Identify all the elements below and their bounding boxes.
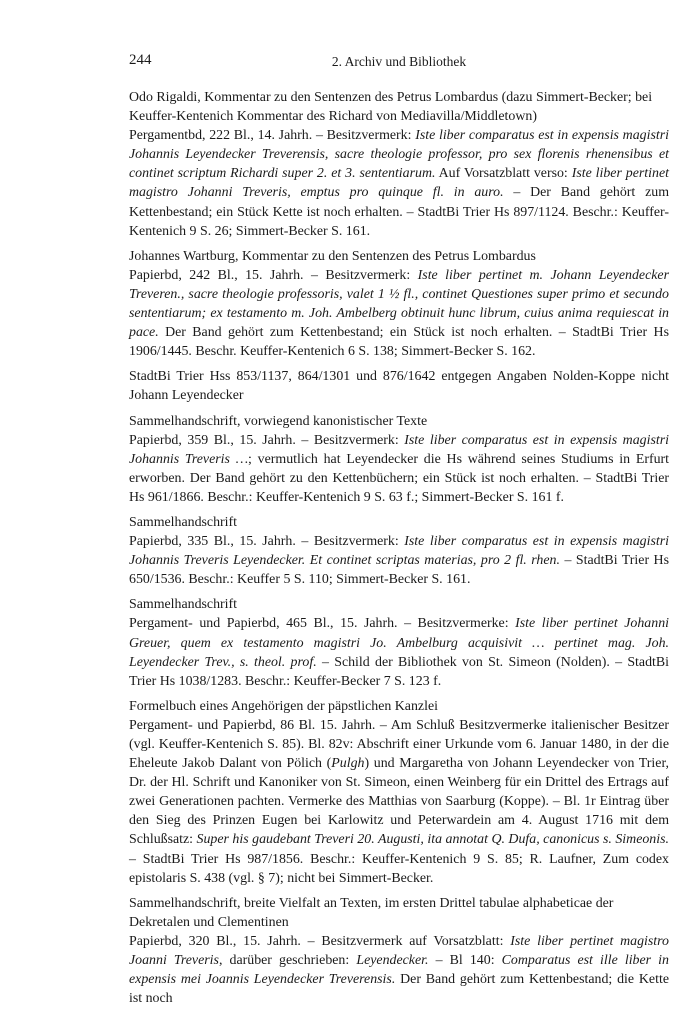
description-text: Papierbd, 242 Bl., 15. Jahrh. – Besitzvermerk: (129, 267, 418, 283)
latin-quotation: Iste liber comparatus est in expensis magistri Johannis Treveris Leyendecker. Et continet scriptas materias, pro 2 fl. rhen. (129, 534, 669, 569)
description-text: – StadtBi Trier Hs 650/1536. Beschr.: Keuffer 5 S. 110; Simmert-Becker S. 161. (129, 553, 669, 588)
entry-description (129, 266, 669, 361)
entry-title: Sammelhandschrift (129, 597, 238, 613)
description-text: – StadtBi Trier Hs 987/1856. Beschr.: Keuffer-Kentenich 9 S. 85; R. Laufner, Zum codex epistolaris S. 438 (vgl. § 7); nicht bei Simmert-Becker. (129, 851, 669, 886)
entry-description (129, 431, 669, 507)
description-text: Der Band gehört zum Kettenbestand; die Kette ist noch (129, 972, 669, 1007)
description-text: ; vermutlich hat Leyendecker die Hs während seines Studiums in Erfurt erworben. Der Band gehört zu den Kettenbüchern; ein Stück ist noch erhalten. – StadtBi Trier Hs 961/1866. Beschr.: Keuffer-Kentenich 9 S. 63 f.; Simmert-Becker S. 161 f. (129, 451, 669, 505)
entry-description (129, 532, 669, 589)
catalog-entry (129, 894, 669, 1009)
latin-quotation: Iste liber pertinet Johanni Greuer, quem ex testamento magistri Jo. Ambelburg acquisivit … pertinet mag. Joh. Leyendecker Trev., s. theol. prof. (129, 616, 669, 670)
entry-title: Odo Rigaldi, Kommentar zu den Sentenzen des Petrus Lombardus (dazu Simmert-Becker; bei Keuffer-Kentenich Kommentar des Richard von Mediavilla/Middletown) (129, 90, 653, 125)
description-text: Pergament- und Papierbd, 465 Bl., 15. Jahrh. – Besitzvermerke: (129, 616, 516, 632)
description-text: Papierbd, 335 Bl., 15. Jahrh. – Besitzvermerk: (129, 534, 405, 550)
document-page (129, 52, 669, 1014)
entry-title: Sammelhandschrift, breite Vielfalt an Texten, im ersten Drittel tabulae alphabeticae der Dekretalen und Clementinen (129, 895, 614, 930)
description-text: – Schild der Bibliothek von St. Simeon (Nolden). – StadtBi Trier Hs 1038/1283. Beschr.: Keuffer-Becker 7 S. 123 f. (129, 654, 670, 689)
catalog-entries (129, 88, 669, 1008)
latin-quotation: Iste liber pertinet m. Johann Leyendecker Treveren., sacre theologie professoris, valet 1 ½ fl., continet Questiones super primo et secundo sententiarum; ex testamento m. Joh. Ambelberg obtinuit hunc librum, cuius anima requiescat in pace. (129, 267, 669, 341)
description-text: StadtBi Trier Hss 853/1137, 864/1301 und 876/1642 entgegen Angaben Nolden-Koppe nicht Johann Leyendecker (129, 369, 669, 404)
entry-title: Johannes Wartburg, Kommentar zu den Sentenzen des Petrus Lombardus (129, 248, 536, 264)
latin-quotation: Leyendecker. (356, 953, 429, 969)
description-text: ) und Margaretha von Johann Leyendecker von Trier, Dr. der Hl. Schrift und Kanoniker von St. Simeon, einen Weinberg für ein Drittel des Ertrags auf zwei Generationen pachten. Vermerke des Matthias von Saarburg (Koppe). – Bl. 1r Eintrag über den Sieg des Prinzen Eugen bei Karlowitz und Peterwardein am 4. August 1716 mit dem Schlußsatz: (129, 756, 669, 848)
entry-description (129, 716, 669, 888)
entry-description (129, 126, 669, 241)
catalog-entry (129, 367, 669, 405)
entry-description (129, 932, 669, 1008)
latin-quotation: Iste liber comparatus est in expensis magistri Johannis Treveris … (129, 432, 669, 467)
entry-title: Sammelhandschrift (129, 514, 238, 530)
catalog-entry (129, 412, 669, 507)
description-text: Papierbd, 359 Bl., 15. Jahrh. – Besitzvermerk: (129, 432, 405, 448)
latin-quotation: Comparatus est ille liber in expensis mei Joannis Leyendecker Treverensis. (129, 953, 669, 988)
entry-title: Formelbuch eines Angehörigen der päpstlichen Kanzlei (129, 698, 438, 714)
description-text: Papierbd, 320 Bl., 15. Jahrh. – Besitzvermerk auf Vorsatzblatt: (129, 933, 511, 949)
latin-quotation: Iste liber pertinet magistro Joanni Treveris (129, 933, 669, 969)
description-text: Auf Vorsatzblatt verso: (435, 166, 572, 182)
latin-quotation: Iste liber pertinet magistro Johanni Treveris, emptus pro quinque fl. in auro. (129, 166, 669, 201)
latin-quotation: Iste liber comparatus est in expensis magistri Johannis Leyendecker Treverensis, sacre theologie professor, pro sex florenis rhenensibus et continet scriptum Richardi super 2. et 3. sententiarum. (129, 128, 669, 182)
catalog-entry (129, 513, 669, 589)
latin-quotation: Pulgh (331, 756, 365, 772)
description-text: Pergament- und Papierbd, 86 Bl. 15. Jahrh. – Am Schluß Besitzvermerke italienischer Besitzer (vgl. Keuffer-Kentenich S. 85). Bl. 82v: Abschrift einer Urkunde vom 6. Januar 1480, in der die Eheleute Jakob Dalant von Pölich ( (129, 717, 669, 772)
page-number: 244 (129, 52, 152, 68)
catalog-entry (129, 595, 669, 690)
catalog-entry (129, 88, 669, 241)
running-title: 2. Archiv und Bibliothek (331, 54, 467, 69)
entry-description (129, 614, 669, 690)
entry-description (129, 367, 669, 405)
description-text: Der Band gehört zum Kettenbestand; ein Stück ist noch erhalten. – StadtBi Trier Hs 1906/1445. Beschr. Keuffer-Kentenich 6 S. 138; Simmert-Becker S. 162. (129, 325, 669, 360)
catalog-entry (129, 697, 669, 888)
description-text: – Bl 140: (428, 953, 502, 969)
catalog-entry (129, 247, 669, 362)
description-text: Pergamentbd, 222 Bl., 14. Jahrh. – Besitzvermerk: (129, 128, 416, 144)
page-header (129, 52, 669, 74)
latin-quotation: Super his gaudebant Treveri 20. Augusti, ita annotat Q. Dufa, canonicus s. Simeonis. (196, 832, 669, 848)
description-text: , darüber geschrieben: (218, 953, 357, 969)
entry-title: Sammelhandschrift, vorwiegend kanonistischer Texte (129, 413, 428, 429)
description-text: – Der Band gehört zum Kettenbestand; ein Stück Kette ist noch erhalten. – StadtBi Trier Hs 897/1124. Beschr.: Keuffer-Kentenich 9 S. 26; Simmert-Becker S. 161. (129, 185, 669, 239)
